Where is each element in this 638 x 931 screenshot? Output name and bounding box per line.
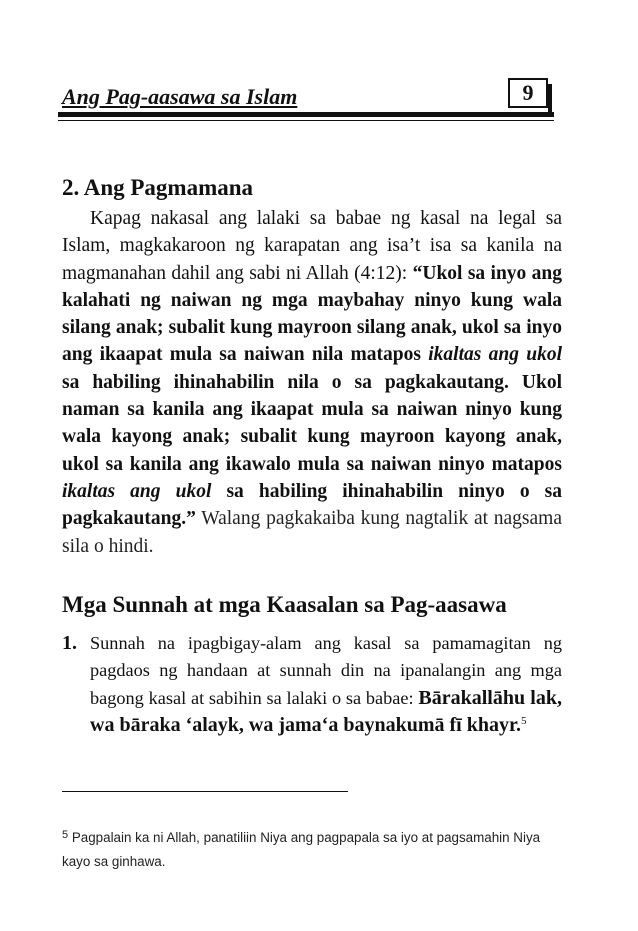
section-body xyxy=(62,205,562,560)
footnote-text: Pagpalain ka ni Allah, panatiliin Niya ang pagpapala sa iyo at pagsamahin Niya kayo sa ginhawa. xyxy=(62,830,541,869)
footnote-divider xyxy=(62,791,348,792)
quran-quote xyxy=(62,263,562,530)
page-number: 9 xyxy=(508,78,548,108)
quote-italic-2: ikaltas ang ukol xyxy=(62,480,212,502)
supplication-text: Bārakallāhu lak, wa bāraka ‘alayk, wa jama‘a baynakumā fī khayr. xyxy=(90,686,562,736)
quote-italic-1: ikaltas ang ukol xyxy=(428,344,562,366)
header-rule-thin xyxy=(58,120,554,121)
list-item-text: Sunnah na ipagbigay-alam ang kasal sa pamamagitan ng pagdaos ng handaan at sunnah din na ipanalangin ang mga bagong kasal at sabihin sa lalaki o sa babae: xyxy=(90,633,562,708)
quote-part-2: sa habiling ihinahabilin nila o sa pagkakautang. Ukol naman sa kanila ang ikaapat mula sa naiwan ninyo kung wala kayong anak; subalit kung mayroon kayong anak, ukol sa kanila ang ikawalo mula sa naiwan ninyo matapos xyxy=(62,371,562,475)
running-header-title: Ang Pag-aasawa sa Islam xyxy=(62,84,298,109)
quote-part-3: sa habiling ihinahabilin ninyo o sa pagkakautang.” xyxy=(62,480,563,530)
list-item-body xyxy=(90,630,562,739)
quote-part-1: “Ukol sa inyo ang kalahati ng naiwan ng mga maybahay ninyo kung wala silang anak; subalit kung mayroon silang anak, ukol sa inyo ang ikaapat mula sa naiwan nila matapos xyxy=(62,262,563,366)
closing-text: Walang pagkakaiba kung nagtalik at nagsama sila o hindi. xyxy=(62,508,562,557)
list-item xyxy=(62,630,562,739)
subsection-heading: Mga Sunnah at mga Kaasalan sa Pag-aasawa xyxy=(62,592,507,617)
footnote xyxy=(62,826,572,874)
footnote-marker: 5 xyxy=(62,829,69,841)
section-heading: 2. Ang Pagmamana xyxy=(62,175,254,200)
footnote-reference: 5 xyxy=(521,714,527,727)
header-rule xyxy=(58,112,554,117)
intro-text: Kapag nakasal ang lalaki sa babae ng kasal na legal sa Islam, magkakaroon ng karapatan ang isa’t isa sa kanila na magmanahan dahil ang sabi ni Allah (4:12): xyxy=(62,208,562,284)
list-item-number: 1. xyxy=(62,632,77,654)
section-paragraph xyxy=(62,205,562,560)
